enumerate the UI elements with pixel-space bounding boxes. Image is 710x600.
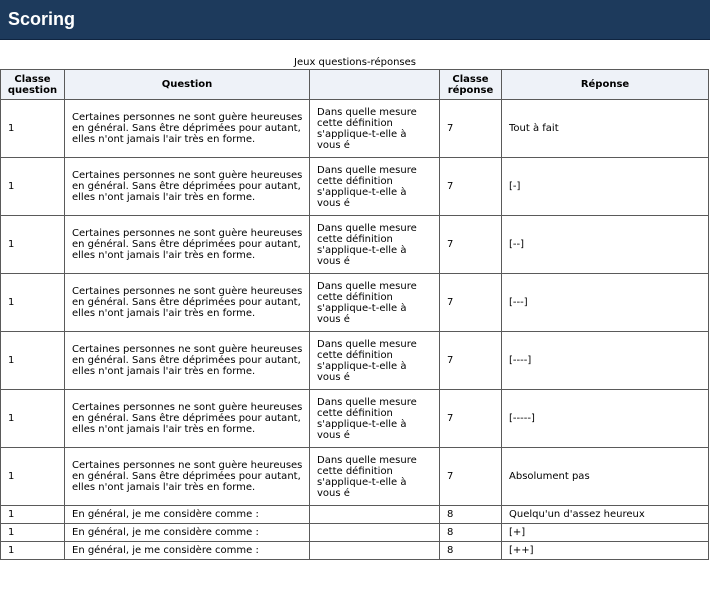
table-row[interactable] [1,524,709,542]
cell-classe-reponse: 8 [440,524,502,542]
cell-question: Certaines personnes ne sont guère heureuses en général. Sans être déprimées pour autant, elles n'ont jamais l'air très en forme. [65,448,310,506]
table-row[interactable] [1,448,709,506]
table-row[interactable] [1,158,709,216]
column-header-classe-reponse[interactable]: Classe réponse [440,70,502,100]
cell-question: En général, je me considère comme : [65,506,310,524]
page-title: Scoring [8,9,76,29]
cell-classe-reponse: 8 [440,542,502,560]
cell-classe-question: 1 [1,448,65,506]
scoring-table [0,69,709,560]
cell-classe-question: 1 [1,524,65,542]
cell-reponse: [++] [502,542,709,560]
cell-subquestion: Dans quelle mesure cette définition s'applique-t-elle à vous é [310,158,440,216]
cell-classe-question: 1 [1,216,65,274]
table-row[interactable] [1,506,709,524]
cell-subquestion: Dans quelle mesure cette définition s'applique-t-elle à vous é [310,448,440,506]
cell-classe-reponse: 7 [440,448,502,506]
cell-reponse: [--] [502,216,709,274]
cell-subquestion [310,542,440,560]
cell-reponse: [-----] [502,390,709,448]
column-header-reponse[interactable]: Réponse [502,70,709,100]
cell-question: Certaines personnes ne sont guère heureuses en général. Sans être déprimées pour autant, elles n'ont jamais l'air très en forme. [65,274,310,332]
cell-reponse: Quelqu'un d'assez heureux [502,506,709,524]
cell-classe-reponse: 7 [440,274,502,332]
cell-subquestion [310,506,440,524]
cell-reponse: [+] [502,524,709,542]
table-header-row [1,70,709,100]
cell-classe-reponse: 7 [440,216,502,274]
cell-classe-question: 1 [1,100,65,158]
table-row[interactable] [1,216,709,274]
cell-subquestion [310,524,440,542]
table-row[interactable] [1,542,709,560]
cell-question: Certaines personnes ne sont guère heureuses en général. Sans être déprimées pour autant, elles n'ont jamais l'air très en forme. [65,158,310,216]
cell-subquestion: Dans quelle mesure cette définition s'applique-t-elle à vous é [310,216,440,274]
table-caption: Jeux questions-réponses [294,57,416,68]
cell-classe-question: 1 [1,542,65,560]
page-header [0,0,710,40]
table-row[interactable] [1,274,709,332]
cell-subquestion: Dans quelle mesure cette définition s'applique-t-elle à vous é [310,332,440,390]
cell-classe-question: 1 [1,158,65,216]
cell-question: Certaines personnes ne sont guère heureuses en général. Sans être déprimées pour autant, elles n'ont jamais l'air très en forme. [65,216,310,274]
cell-question: Certaines personnes ne sont guère heureuses en général. Sans être déprimées pour autant, elles n'ont jamais l'air très en forme. [65,100,310,158]
column-header-classe-question[interactable]: Classe question [1,70,65,100]
table-row[interactable] [1,100,709,158]
cell-classe-reponse: 7 [440,158,502,216]
cell-subquestion: Dans quelle mesure cette définition s'applique-t-elle à vous é [310,390,440,448]
cell-classe-reponse: 7 [440,332,502,390]
cell-classe-reponse: 7 [440,100,502,158]
cell-question: Certaines personnes ne sont guère heureuses en général. Sans être déprimées pour autant, elles n'ont jamais l'air très en forme. [65,332,310,390]
cell-question: En général, je me considère comme : [65,524,310,542]
cell-classe-question: 1 [1,274,65,332]
table-row[interactable] [1,390,709,448]
cell-reponse: Absolument pas [502,448,709,506]
cell-classe-reponse: 8 [440,506,502,524]
cell-reponse: [----] [502,332,709,390]
cell-classe-question: 1 [1,390,65,448]
cell-reponse: Tout à fait [502,100,709,158]
column-header-subquestion [310,70,440,100]
column-header-question[interactable]: Question [65,70,310,100]
cell-reponse: [-] [502,158,709,216]
cell-classe-question: 1 [1,332,65,390]
cell-subquestion: Dans quelle mesure cette définition s'applique-t-elle à vous é [310,274,440,332]
table-row[interactable] [1,332,709,390]
cell-classe-reponse: 7 [440,390,502,448]
cell-question: Certaines personnes ne sont guère heureuses en général. Sans être déprimées pour autant, elles n'ont jamais l'air très en forme. [65,390,310,448]
cell-subquestion: Dans quelle mesure cette définition s'applique-t-elle à vous é [310,100,440,158]
cell-reponse: [---] [502,274,709,332]
cell-classe-question: 1 [1,506,65,524]
cell-question: En général, je me considère comme : [65,542,310,560]
